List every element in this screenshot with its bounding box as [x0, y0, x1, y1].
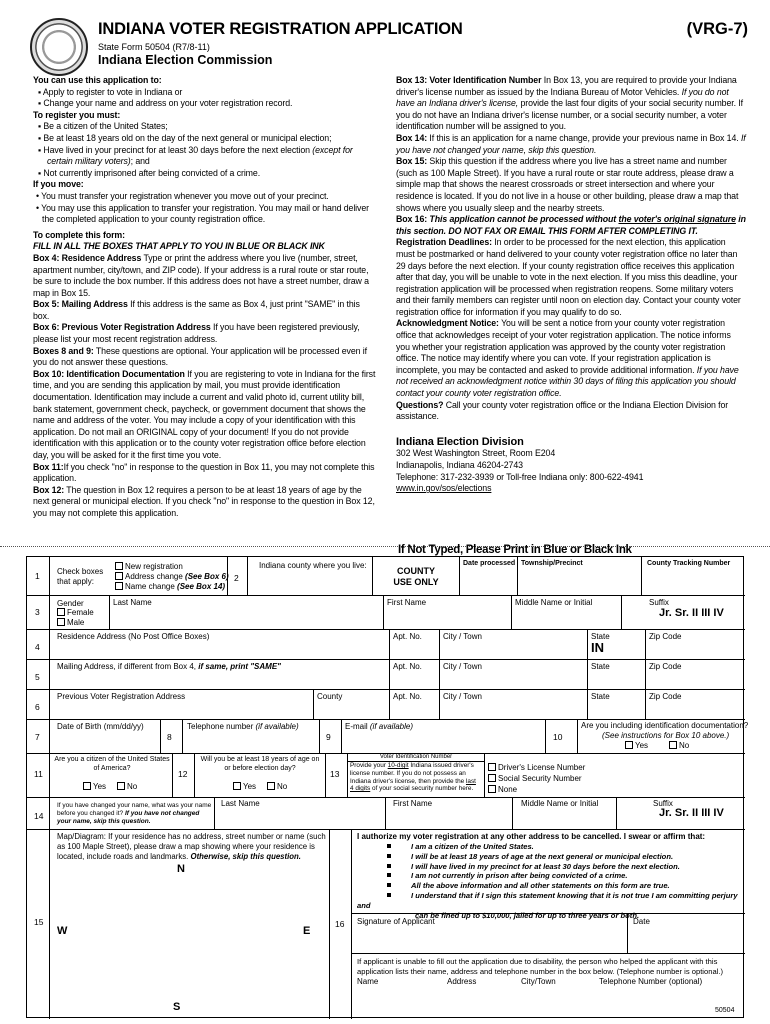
female-checkbox[interactable] — [57, 608, 65, 616]
box12-instr: Box 12: The question in Box 12 requires a person to be at least 18 years of age by the next general or municipal election. If you check "no" in response to the question in Box 12, you may not complete this application. — [33, 484, 375, 518]
box6-instr: Box 6: Previous Voter Registration Address If you have been registered previously, please list your most recent registration address. — [33, 322, 360, 345]
complete-title: To complete this form: — [33, 229, 125, 240]
reg-item: ▪ Not currently imprisoned after being convicted of a crime. — [38, 167, 261, 178]
use-title: You can use this application to: — [33, 75, 162, 85]
previous-address-field[interactable]: Previous Voter Registration Address — [57, 692, 186, 701]
deadlines: Registration Deadlines: In order to be processed for the next election, this application must be postmarked or hand delivered to your county voter registration office no later than 29 days before the next election. If your county registration office receives this application after that day, you will be unable to vote in the next election. If you miss this deadline, your registration application will be processed when registration reopens. Some military voters and their family members can register until noon on election day. Contact your county voter registration office for information if you may qualify to do so. — [396, 237, 741, 317]
prev-suffix-label: Suffix — [653, 799, 673, 808]
box5-instr: Box 5: Mailing Address If this address is the same as Box 4, just print "SAME" in this box. — [33, 299, 360, 321]
instructions-left — [33, 75, 378, 520]
new-registration-checkbox[interactable] — [115, 562, 123, 570]
ssn-option[interactable]: Social Security Number — [488, 774, 582, 784]
citizen-question: Are you a citizen of the United States of America? — [54, 756, 170, 772]
division-url[interactable]: www.in.gov/sos/elections — [396, 483, 492, 494]
box-number: 6 — [35, 702, 40, 712]
mailing-address-field[interactable]: Mailing Address, if different from Box 4, if same, print "SAME" — [57, 662, 281, 671]
instructions-right — [396, 75, 746, 495]
zip-field[interactable]: Zip Code — [649, 632, 682, 641]
email-field[interactable]: E-mail (if available) — [345, 722, 414, 731]
county-tracking-number: County Tracking Number — [647, 560, 731, 567]
attestation-item: I am a citizen of the United States. — [357, 842, 745, 852]
state-field[interactable]: State — [591, 662, 610, 671]
address-change-option[interactable]: Address change (See Box 6) — [115, 572, 229, 582]
county-use-only: COUNTY USE ONLY — [393, 566, 439, 587]
ssn-checkbox[interactable] — [488, 774, 496, 782]
compass-west: W — [57, 925, 68, 937]
city-field[interactable]: City / Town — [443, 632, 482, 641]
citizen-no-checkbox[interactable] — [117, 782, 125, 790]
box-number: 7 — [35, 732, 40, 742]
male-option[interactable]: Male — [57, 618, 84, 628]
age-no-checkbox[interactable] — [267, 782, 275, 790]
new-registration-option[interactable]: New registration — [115, 562, 183, 572]
compass-east: E — [303, 925, 311, 937]
check-boxes-label: Check boxes that apply: — [57, 567, 104, 586]
prev-last-name-field[interactable]: Last Name — [221, 799, 260, 808]
none-option[interactable]: None — [488, 785, 517, 795]
box4-instr: Box 4: Residence Address Type or print the address where you live (number, street, apartment number, city/town, and ZIP code). If your address is a rural route or star route, be sure to include the box number. If this address does not have a street number, draw a map in Box 15. — [33, 252, 369, 298]
state-field[interactable]: State — [591, 692, 610, 701]
helper-telephone-field[interactable]: Telephone Number (optional) — [599, 977, 703, 986]
none-checkbox[interactable] — [488, 785, 496, 793]
zip-field[interactable]: Zip Code — [649, 662, 682, 671]
use-item: ▪ Change your name and address on your voter registration record. — [38, 98, 293, 109]
reg-title: To register you must: — [33, 109, 121, 120]
box-number: 5 — [35, 672, 40, 682]
box-number: 4 — [35, 642, 40, 652]
first-name-field[interactable]: First Name — [387, 598, 427, 607]
name-change-checkbox[interactable] — [115, 582, 123, 590]
county-field[interactable]: Indiana county where you live: — [259, 561, 367, 570]
county-field[interactable]: County — [317, 692, 343, 701]
attestation-item: I am not currently in prison after being convicted of a crime. — [357, 871, 745, 881]
ack-notice: Acknowledgment Notice: You will be sent a notice from your county voter registration office that acknowledges receipt of your voter registration application. The notice informs you whether your registration application was approved by the county voter registration office. The notice may identify where you can vote. If your registration application is incomplete, you may be contacted and asked to provide additional information. If you have not received an acknowledgment notice within 30 days of filing this application you should contact your county voter registration office. — [396, 318, 739, 399]
female-option[interactable]: Female — [57, 608, 94, 618]
questions: Questions? Call your county voter registration office or the Indiana Election Division for assistance. — [396, 399, 729, 422]
box-number: 8 — [167, 732, 172, 742]
authorization-statement: I authorize my voter registration at any other address to be cancelled. I swear or affirm that: — [357, 832, 706, 841]
division-line: Indianapolis, Indiana 46204-2743 — [396, 460, 523, 470]
state-in: IN — [591, 640, 604, 655]
citizen-yes-checkbox[interactable] — [83, 782, 91, 790]
age-yes-option[interactable]: Yes — [233, 782, 256, 792]
suffix-label: Suffix — [649, 598, 669, 607]
telephone-field[interactable]: Telephone number (if available) — [187, 722, 299, 731]
complete-sub: FILL IN ALL THE BOXES THAT APPLY TO YOU IN BLUE OR BLACK INK — [33, 241, 325, 252]
box-number: 10 — [553, 732, 563, 742]
dl-option[interactable]: Driver's License Number — [488, 763, 585, 773]
reg-item: ▪ Be a citizen of the United States; — [38, 121, 168, 132]
helper-address-field[interactable]: Address — [447, 977, 477, 986]
voter-id-label: Voter Identification Number — [379, 754, 453, 760]
indiana-state-seal — [30, 18, 88, 76]
move-item: • You must transfer your registration whenever you move out of your precinct. — [36, 190, 329, 201]
compass-south: S — [173, 1001, 181, 1013]
date-processed: Date processed — [463, 560, 516, 567]
box-number: 12 — [178, 769, 188, 779]
age-yes-checkbox[interactable] — [233, 782, 241, 790]
attestation-item: I will be at least 18 years of age at the next general or municipal election. — [357, 852, 745, 862]
division-line: 302 West Washington Street, Room E204 — [396, 448, 556, 459]
division-line: Telephone: 317-232-3939 or Toll-free Indiana only: 800-622-4941 — [396, 471, 644, 482]
prev-first-name-field[interactable]: First Name — [393, 799, 433, 808]
box89-instr: Boxes 8 and 9: These questions are optional. Your application will be processed even if you do not answer these questions. — [33, 345, 367, 368]
voter-id-instructions: Provide your 10-digit Indiana issued driver's license number. If you do not possess an Indiana driver's license, then provide the last 4 digits of your social security number here. — [350, 762, 476, 793]
move-title: If you move: — [33, 179, 84, 190]
dob-field[interactable]: Date of Birth (mm/dd/yy) — [57, 722, 144, 731]
cut-line — [0, 546, 770, 547]
attestation-item: I will have lived in my precinct for at least 30 days before the next election. — [357, 862, 745, 872]
age-no-option[interactable]: No — [267, 782, 287, 792]
id-question: Are you including identification documentation? — [581, 721, 749, 730]
box15-instr: Box 15: Skip this question if the address where you live has a street name and number (such as 100 Maple Street). If you have a rural route or star route address, please draw a simple map that shows the nearest crossroads or street intersection and where your residence is located. If you do not live in a house or other building, please draw a map that shows where you usually sleep and the nearby streets. — [396, 156, 739, 213]
registration-form — [26, 556, 749, 1018]
attestation-list — [357, 842, 745, 920]
attestation-item: All the above information and all other statements on this form are true. — [357, 881, 745, 891]
id-question-note: (See instructions for Box 10 above.) — [602, 731, 730, 740]
id-no-option[interactable]: No — [669, 741, 689, 751]
dl-checkbox[interactable] — [488, 763, 496, 771]
apt-field[interactable]: Apt. No. — [393, 692, 422, 701]
form-code: (VRG-7) — [686, 20, 748, 38]
box-number: 11 — [34, 769, 43, 779]
name-change-option[interactable]: Name change (See Box 14) — [115, 582, 225, 592]
map-instructions: Map/Diagram: If your residence has no address, street number or name (such as 100 Maple Street), please draw a map showing where your residence is located, include roads and landmarks. Otherwise, skip this question. — [57, 832, 326, 861]
box13-instr: Box 13: Voter Identification Number In Box 13, you are required to provide your Indiana driver's license number as issued by the Indiana Bureau of Motor Vehicles. If you do not have an Indiana driver's license, provide the last four digits of your social security number. If you do not have an Indiana driver's license number, or a social security number, a voter identification number will be assigned to you. — [396, 75, 743, 132]
id-no-checkbox[interactable] — [669, 741, 677, 749]
signature-field[interactable]: Signature of Applicant — [357, 917, 435, 926]
id-yes-option[interactable]: Yes — [625, 741, 648, 751]
use-item: ▪ Apply to register to vote in Indiana or — [38, 86, 183, 97]
last-name-field[interactable]: Last Name — [113, 598, 152, 607]
attestation-item: I understand that if I sign this statement knowing that it is not true I am committing perjury and — [357, 890, 738, 910]
map-drawing-area[interactable] — [50, 863, 329, 1018]
attestation-item-cont: can be fined up to $10,000, jailed for up to three years or both. — [415, 910, 640, 920]
date-field[interactable]: Date — [633, 917, 650, 926]
box-number: 1 — [35, 571, 40, 581]
prev-middle-name-field[interactable]: Middle Name or Initial — [521, 799, 599, 808]
helper-instructions: If applicant is unable to fill out the application due to disability, the person who helped the applicant with this application lists their name, address and telephone number in the box below. (Telephone number is optional.) — [357, 957, 723, 976]
box-number: 15 — [34, 917, 44, 927]
previous-name-question: If you have changed your name, what was your name before you changed it? If you have not changed your name, skip this question. — [57, 802, 212, 825]
reg-item: ▪ Have lived in your precinct for at least 30 days before the next election (except for certain military voters); and — [38, 144, 353, 167]
helper-name-field[interactable]: Name — [357, 977, 379, 986]
box10-instr: Box 10: Identification Documentation If you are registering to vote in Indiana for the first time, and you are sending this application by mail, you must provide identification documentation. Identification may include a current and valid photo id, current utility bill, bank statement, government check, paycheck, or government document that shows the name and address of the voter. You may include a copy of your identification with this application. Do not mail an ORIGINAL copy of your document! If you do not provide identification with this application or to the county voter registration office before election day, you will be asked for it the first time you vote. — [33, 368, 376, 460]
box11-instr: Box 11:If you check "no" in response to the question in Box 11, you may not complete this application. — [33, 461, 375, 484]
helper-city-field[interactable]: City/Town — [521, 977, 556, 986]
township-precinct: Township/Precinct — [521, 560, 583, 567]
state-form-number: State Form 50504 (R7/8-11) — [98, 42, 210, 52]
reg-item: ▪ Be at least 18 years old on the day of the next general or municipal election; — [38, 132, 332, 143]
city-field[interactable]: City / Town — [443, 692, 482, 701]
age-question: Will you be at least 18 years of age on or before election day? — [200, 756, 320, 772]
move-item: • You may use this application to transfer your registration. You may mail or hand deliver the completed application to your county registration office. — [36, 202, 369, 225]
form-title: INDIANA VOTER REGISTRATION APPLICATION — [98, 20, 463, 38]
print-notice: If Not Typed, Please Print in Blue or Black Ink — [398, 544, 632, 556]
division-title: Indiana Election Division — [396, 435, 524, 448]
residence-address-field[interactable]: Residence Address (No Post Office Boxes) — [57, 632, 210, 641]
box-number: 13 — [330, 769, 340, 779]
zip-field[interactable]: Zip Code — [649, 692, 682, 701]
box-number: 9 — [326, 732, 331, 742]
compass-north: N — [177, 863, 185, 875]
suffix-options[interactable]: Jr. Sr. II III IV — [659, 607, 724, 619]
form-footer-code: 50504 — [715, 1007, 735, 1014]
box-number: 2 — [234, 573, 239, 583]
middle-name-field[interactable]: Middle Name or Initial — [515, 598, 593, 607]
box16-instr: Box 16: This application cannot be processed without the voter's original signature in this section. DO NOT FAX OR EMAIL THIS FORM AFTER COMPLETING IT. — [396, 214, 746, 236]
apt-field[interactable]: Apt. No. — [393, 662, 422, 671]
id-yes-checkbox[interactable] — [625, 741, 633, 749]
box-number: 16 — [335, 919, 345, 929]
apt-field[interactable]: Apt. No. — [393, 632, 422, 641]
citizen-yes-option[interactable]: Yes — [83, 782, 106, 792]
agency-name: Indiana Election Commission — [98, 53, 273, 67]
male-checkbox[interactable] — [57, 618, 65, 626]
box-number: 3 — [35, 607, 40, 617]
citizen-no-option[interactable]: No — [117, 782, 137, 792]
box14-instr: Box 14: If this is an application for a name change, provide your previous name in Box 14. If you have not changed your name, skip this question. — [396, 132, 746, 155]
state-field[interactable]: State — [591, 632, 610, 641]
prev-suffix-options[interactable]: Jr. Sr. II III IV — [659, 807, 724, 819]
box-number: 14 — [34, 811, 44, 821]
gender-label: Gender — [57, 599, 84, 608]
city-field[interactable]: City / Town — [443, 662, 482, 671]
address-change-checkbox[interactable] — [115, 572, 123, 580]
